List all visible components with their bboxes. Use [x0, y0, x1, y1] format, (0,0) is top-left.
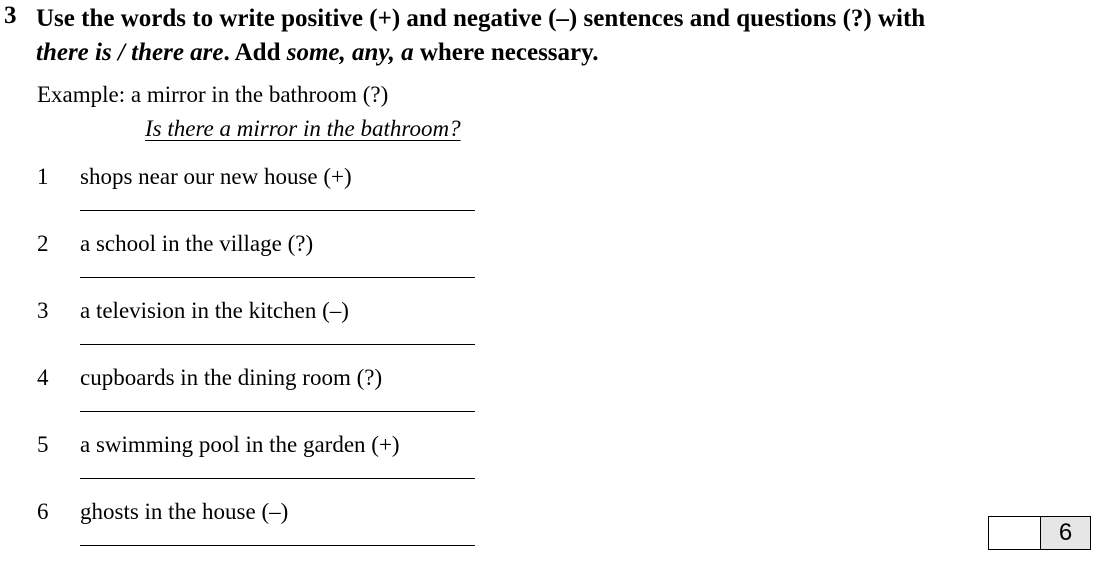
- example-answer: Is there a mirror in the bathroom?: [145, 116, 461, 141]
- example-line: [37, 82, 388, 108]
- item-number: 1: [37, 164, 49, 189]
- item-prompt: cupboards in the dining room (?): [80, 365, 383, 390]
- item-number: 4: [37, 365, 49, 390]
- exercise-item: [0, 164, 600, 224]
- score-input-cell[interactable]: [989, 517, 1041, 549]
- score-box: [988, 516, 1091, 550]
- instruction-there-is: there is / there are: [36, 39, 224, 66]
- instruction-part2: . Add: [223, 39, 287, 66]
- score-total: 6: [1041, 517, 1090, 549]
- instruction-words: some, any, a: [286, 39, 414, 66]
- exercise-item: [0, 432, 600, 492]
- instruction-part1: Use the words to write positive (+) and negative (–) sentences and questions (?) with: [36, 5, 926, 32]
- answer-line[interactable]: [80, 277, 475, 278]
- item-prompt: a television in the kitchen (–): [80, 298, 349, 323]
- example-label: Example:: [37, 82, 126, 107]
- example-prompt: a mirror in the bathroom (?): [130, 82, 389, 107]
- answer-line[interactable]: [80, 344, 475, 345]
- answer-line[interactable]: [80, 478, 475, 479]
- exercise-item: [0, 298, 600, 358]
- item-prompt: ghosts in the house (–): [80, 499, 289, 524]
- item-prompt: a school in the village (?): [80, 231, 314, 256]
- answer-line[interactable]: [80, 210, 475, 211]
- item-prompt: shops near our new house (+): [80, 164, 352, 189]
- item-number: 3: [37, 298, 49, 323]
- answer-line[interactable]: [80, 411, 475, 412]
- item-prompt: a swimming pool in the garden (+): [80, 432, 400, 457]
- exercise-item: [0, 231, 600, 291]
- item-number: 5: [37, 432, 49, 457]
- exercise-item: [0, 499, 600, 559]
- item-number: 2: [37, 231, 49, 256]
- instruction-part3: where necessary.: [413, 39, 599, 66]
- answer-line[interactable]: [80, 545, 475, 546]
- item-number: 6: [37, 499, 49, 524]
- exercise-item: [0, 365, 600, 425]
- question-number: 3: [4, 2, 17, 29]
- question-instruction: [36, 2, 1096, 70]
